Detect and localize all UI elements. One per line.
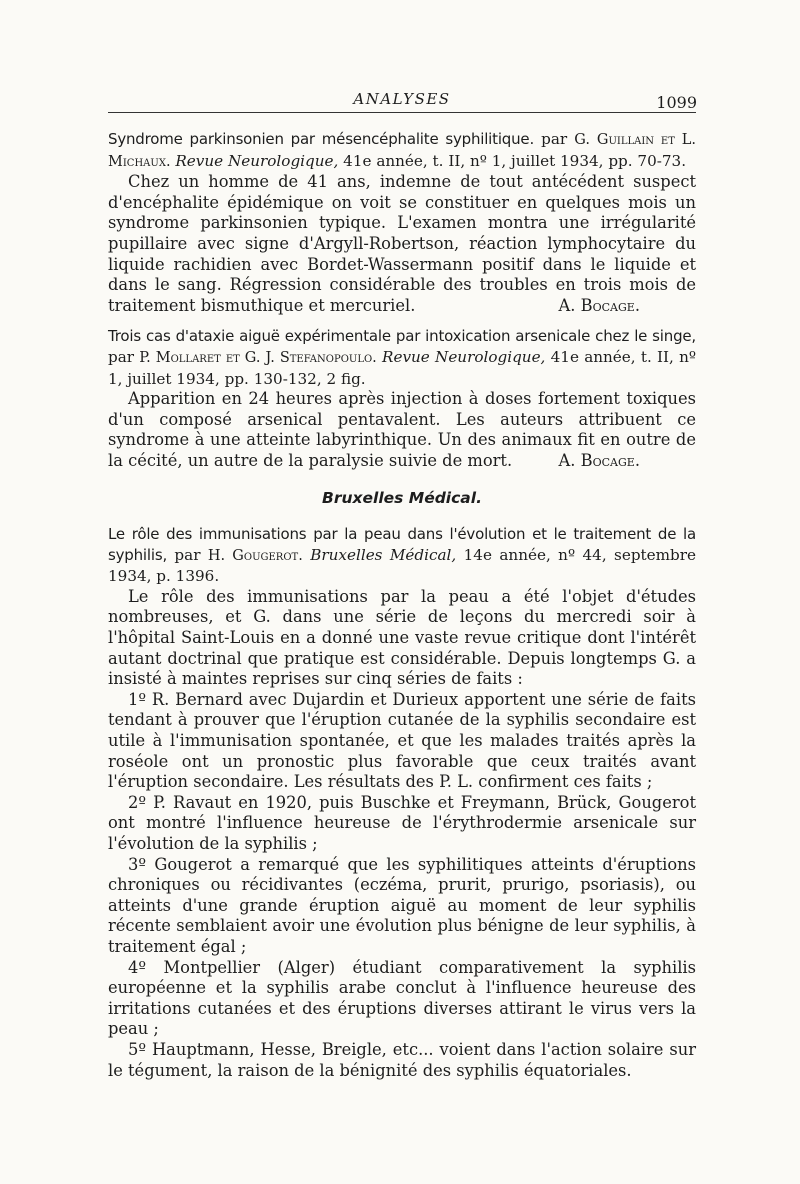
journal-name: Revue Neurologique,: [382, 347, 546, 366]
citation-details: 14e année, nº 44, septembre 1934, p. 1396.: [108, 545, 697, 586]
list-item: 3º Gougerot a remarqué que les syphilitiques atteints d'éruptions chroniques ou récidivantes (eczéma, prurit, prurigo, psoriasis), ou atteints d'une grande éruption aiguë au moment de leur syphilis récente semblaient avoir une évolution plus bénigne de leur syphilis, à traitement égal ;: [108, 854, 696, 956]
entry-body-text: Apparition en 24 heures après injection à doses fortement toxiques d'un composé arsenical pentavalent. Les auteurs attribuent ce syndrome à une atteinte labyrinthique. Un des animaux fit en outre de la cécité, un autre de la paralysie suivie de mort.: [108, 389, 696, 470]
section-title: Bruxelles Médical.: [322, 488, 482, 507]
authors: G. Guillain et L. Michaux.: [108, 132, 697, 170]
authors: P. Mollaret et G. J. Stefanopoulo.: [139, 349, 377, 366]
entry-body: [108, 172, 696, 316]
by-word: par: [108, 347, 135, 366]
signature: A. Bocage.: [558, 450, 640, 470]
list-item: 1º R. Bernard avec Dujardin et Durieux apportent une série de faits tendant à prouver que l'éruption cutanée de la syphilis secondaire est utile à l'immunisation spontanée, et que les malades traités après la roséole ont un pronostic plus favorable que ceux traités avant l'éruption secondaire. Les résultats des P. L. confirment ces faits ;: [108, 689, 696, 792]
authors: H. Gougerot.: [207, 547, 303, 564]
entry-body: [108, 389, 696, 471]
article-intro: Le rôle des immunisations par la peau a été l'objet d'études nombreuses, et G. dans une série de leçons du mercredi soir à l'hôpital Saint-Louis en a donné une vaste revue critique dont l'intérêt autant doctrinal que pratique est considérable. Depuis longtemps G. a insisté à maintes reprises sur cinq séries de faits :: [108, 586, 696, 689]
page-content: [108, 129, 696, 1091]
entry-body-text: Chez un homme de 41 ans, indemne de tout antécédent suspect d'encéphalite épidémique on voit se constituer en quelques mois un syndrome parkinsonien typique. L'examen montra une irrégularité pupillaire avec signe d'Argyll-Robertson, réaction lymphocytaire du liquide rachidien avec Bordet-Wassermann positif dans le liquide et dans le sang. Régression considérable des troubles en trois mois de traitement bismuthique et mercuriel.: [108, 172, 696, 315]
journal-name: Bruxelles Médical,: [310, 545, 457, 564]
list-item: 2º P. Ravaut en 1920, puis Buschke et Freymann, Brück, Gougerot ont montré l'influence heureuse de l'érythrodermie arsenicale sur l'évolution de la syphilis ;: [108, 792, 696, 853]
review-entry-3: [108, 524, 696, 1081]
signature: A. Bocage.: [558, 295, 640, 315]
by-word: par: [541, 130, 568, 148]
article-title: Syndrome parkinsonien par mésencéphalite syphilitique.: [108, 130, 535, 148]
review-entry-1: [108, 129, 696, 316]
journal-name: Revue Neurologique,: [175, 151, 339, 170]
by-word: par: [174, 545, 201, 564]
page-number: 1099: [656, 93, 697, 112]
list-item: 4º Montpellier (Alger) étudiant comparativement la syphilis européenne et la syphilis arabe conclut à l'influence heureuse des irritations cutanées et des éruptions diverses attirant le virus vers la peau ;: [108, 957, 696, 1039]
article-title: Le rôle des immunisations par la peau dans l'évolution et le traitement de la syphilis,: [108, 525, 696, 564]
article-title: Trois cas d'ataxie aiguë expérimentale par intoxication arsenicale chez le singe,: [108, 327, 696, 346]
review-entry-2: [108, 326, 696, 471]
citation-details: 41e année, t. II, nº 1, juillet 1934, pp. 70-73.: [343, 151, 687, 170]
citation-details: 41e année, t. II, nº 1, juillet 1934, pp. 130-132, 2 fig.: [108, 347, 697, 388]
entry-citation: [108, 129, 696, 172]
running-title: ANALYSES: [353, 90, 451, 108]
header-rule: [108, 112, 696, 113]
list-item: 5º Hauptmann, Hesse, Breigle, etc... voient dans l'action solaire sur le tégument, la raison de la bénignité des syphilis équatoriales.: [108, 1039, 696, 1080]
entry-citation: [108, 524, 696, 587]
page-header: [108, 88, 696, 116]
entry-citation: [108, 326, 696, 389]
